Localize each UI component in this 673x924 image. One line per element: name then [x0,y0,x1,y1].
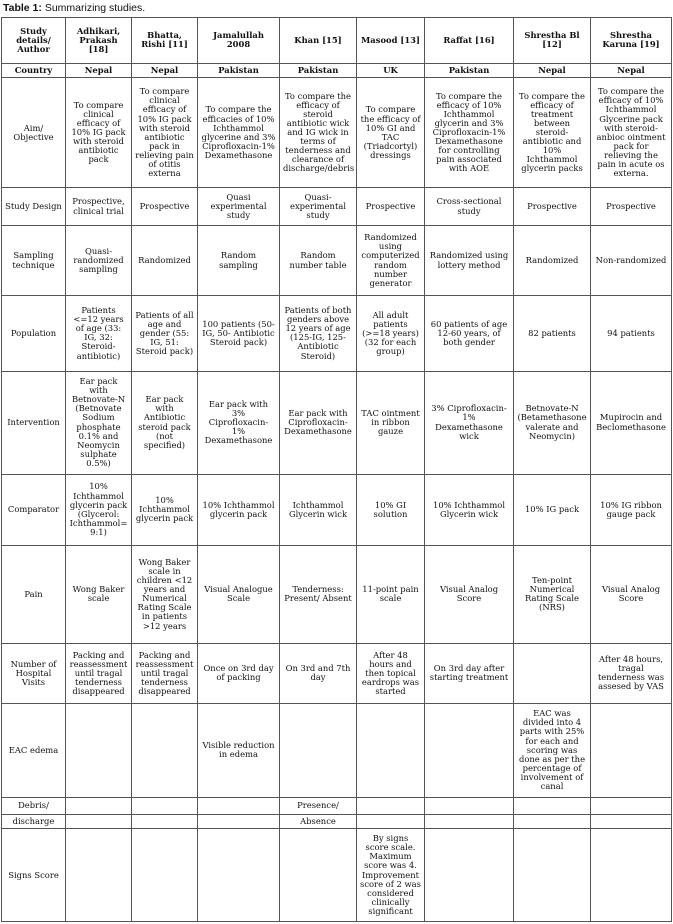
table-cell [198,814,280,828]
table-cell: 10% Ichthammol glycerin pack [198,474,280,545]
table-cell: Tenderness: Present/ Absent [280,545,357,643]
row-label: discharge [2,814,66,828]
table-row-signs-score [2,829,672,922]
table-cell: Packing and reassessment until tragal tenderness disappeared [66,643,132,703]
table-cell [514,814,591,828]
row-label: Signs Score [2,829,66,922]
caption-text: Summarizing studies. [41,2,146,14]
table-cell [514,643,591,703]
table-cell: Prospective, clinical trial [66,188,132,226]
table-cell: To compare the efficacy of steroid antibiotic wick and IG wick in terms of tenderness and clearance of discharge/debris [280,78,357,188]
table-cell [425,703,514,797]
table-caption [3,2,145,14]
row-label: Country [2,63,66,77]
table-cell: After 48 hours, tragal tenderness was assesed by VAS [591,643,672,703]
table-cell: TAC ointment in ribbon gauze [357,371,425,474]
table-cell: 100 patients (50-IG, 50- Antibiotic Steroid pack) [198,296,280,371]
table-cell [198,829,280,922]
table-cell: Nepal [132,63,198,77]
table-cell: 10% GI solution [357,474,425,545]
table-cell [591,814,672,828]
header-cell-study-details: Study details/ Author [2,18,66,64]
table-cell: On 3rd day after starting treatment [425,643,514,703]
table-cell: On 3rd and 7th day [280,643,357,703]
table-cell: Randomized [132,225,198,295]
header-cell-author: Shrestha Bl [12] [514,18,591,64]
table-cell [66,703,132,797]
table-cell: 82 patients [514,296,591,371]
row-label: Aim/ Objective [2,78,66,188]
table-cell: Ten-point Numerical Rating Scale (NRS) [514,545,591,643]
header-cell-author: Raffat [16] [425,18,514,64]
table-cell: Pakistan [198,63,280,77]
table-cell: 94 patients [591,296,672,371]
row-label: Debris/ [2,797,66,814]
table-cell: Visual Analogue Scale [198,545,280,643]
table-cell [66,797,132,814]
table-cell [132,829,198,922]
table-cell: Patients of all age and gender (55: IG, 51: Steroid pack) [132,296,198,371]
table-cell: To compare the efficacies of 10% Ichthammol glycerine and 3% Ciprofloxacin-1% Dexamethasone [198,78,280,188]
table-cell: Non-randomized [591,225,672,295]
table-cell: To compare the efficacy of 10% Ichthammol glycerin and 3% Ciprofloxacin-1% Dexamethasone for controlling pain associated with AOE [425,78,514,188]
table-cell: 10% IG ribbon gauge pack [591,474,672,545]
table-cell: Pakistan [425,63,514,77]
table-cell: 10% IG pack [514,474,591,545]
table-cell [280,703,357,797]
table-cell [357,703,425,797]
table-cell [132,703,198,797]
table-cell: 11-point pain scale [357,545,425,643]
row-label: Intervention [2,371,66,474]
table-cell: To compare clinical efficacy of 10% IG pack with steroid antibiotic pack [66,78,132,188]
table-cell: Wong Baker scale in children <12 years and Numerical Rating Scale in patients >12 years [132,545,198,643]
table-cell: Betnovate-N (Betamethasone valerate and Neomycin) [514,371,591,474]
table-cell: Randomized [514,225,591,295]
table-cell [425,814,514,828]
table-row-country [2,63,672,77]
table-row-intervention [2,371,672,474]
table-cell: To compare the efficacy of 10% GI and TAC (Triadcortyl) dressings [357,78,425,188]
table-cell: Ear pack with Antibiotic steroid pack (not specified) [132,371,198,474]
table-header-row [2,18,672,64]
table-cell: Quasi experimental study [198,188,280,226]
table-row-population [2,296,672,371]
table-row-pain [2,545,672,643]
table-cell: Nepal [514,63,591,77]
table-cell: Prospective [514,188,591,226]
table-cell: Patients of both genders above 12 years of age (125-IG, 125- Antibiotic Steroid) [280,296,357,371]
table-cell: Pakistan [280,63,357,77]
row-label: Study Design [2,188,66,226]
table-cell: EAC was divided into 4 parts with 25% for each and scoring was done as per the percentage of involvement of canal [514,703,591,797]
table-cell: 10% Ichthammol glycerin pack [132,474,198,545]
table-cell [591,829,672,922]
table-cell: Randomized using lottery method [425,225,514,295]
caption-label: Table 1: [3,2,42,14]
table-cell: After 48 hours and then topical eardrops was started [357,643,425,703]
table-cell: Ear pack with 3% Ciprofloxacin- 1% Dexamethasone [198,371,280,474]
row-label: Pain [2,545,66,643]
table-cell: Prospective [357,188,425,226]
table-cell: Packing and reassessment until tragal tenderness disappeared [132,643,198,703]
table-cell: Randomized using computerized random number generator [357,225,425,295]
table-cell: Ear pack with Betnovate-N (Betnovate Sodium phosphate 0.1% and Neomycin sulphate 0.5%) [66,371,132,474]
table-cell [66,814,132,828]
row-label: Comparator [2,474,66,545]
table-cell: Absence [280,814,357,828]
table-cell: By signs score scale. Maximum score was 4. Improvement score of 2 was considered clinically significant [357,829,425,922]
table-cell: Patients <=12 years of age (33: IG, 32: Steroid-antibiotic) [66,296,132,371]
row-label: EAC edema [2,703,66,797]
table-cell: Visible reduction in edema [198,703,280,797]
table-cell: Nepal [66,63,132,77]
table-cell [357,814,425,828]
header-cell-author: Bhatta, Rishi [11] [132,18,198,64]
table-row-discharge [2,814,672,828]
table-row-study-design [2,188,672,226]
table-row-comparator [2,474,672,545]
table-cell: Once on 3rd day of packing [198,643,280,703]
table-cell: Ichthammol Glycerin wick [280,474,357,545]
table-cell: 10% Ichthammol Glycerin wick [425,474,514,545]
table-cell: Wong Baker scale [66,545,132,643]
table-row-debris [2,797,672,814]
table-cell [198,797,280,814]
summary-table [1,17,672,922]
table-cell: Quasi-experimental study [280,188,357,226]
table-cell [132,814,198,828]
table-cell: Quasi-randomized sampling [66,225,132,295]
table-cell [425,829,514,922]
table-cell [591,703,672,797]
header-cell-author: Adhikari, Prakash [18] [66,18,132,64]
table-cell [425,797,514,814]
table-cell: Presence/ [280,797,357,814]
table-cell [132,797,198,814]
table-row-sampling [2,225,672,295]
table-cell: Prospective [591,188,672,226]
table-cell: All adult patients (>=18 years) (32 for each group) [357,296,425,371]
table-row-aim [2,78,672,188]
table-cell: Mupirocin and Beclomethasone [591,371,672,474]
table-cell: Visual Analog Score [591,545,672,643]
table-row-eac-edema [2,703,672,797]
table-cell [514,829,591,922]
table-cell: 60 patients of age 12-60 years, of both gender [425,296,514,371]
table-cell: Nepal [591,63,672,77]
table-cell: To compare the efficacy of 10% Ichthammol Glycerine pack with steroid-anbioc ointment pack for relieving the pain in acute os externa. [591,78,672,188]
table-cell: To compare the efficacy of treatment between steroid-antibiotic and 10% Ichthammol glycerin packs [514,78,591,188]
table-cell: Prospective [132,188,198,226]
table-cell: Cross-sectional study [425,188,514,226]
table-row-hospital-visits [2,643,672,703]
header-cell-author: Shrestha Karuna [19] [591,18,672,64]
row-label: Sampling technique [2,225,66,295]
table-cell [591,797,672,814]
table-cell: UK [357,63,425,77]
table-cell: To compare clinical efficacy of 10% IG pack with steroid antibiotic pack in relieving pain of otitis externa [132,78,198,188]
table-cell: 3% Ciprofloxacin-1% Dexamethasone wick [425,371,514,474]
header-cell-author: Jamalullah 2008 [198,18,280,64]
table-cell [514,797,591,814]
row-label: Population [2,296,66,371]
table-cell: Random number table [280,225,357,295]
table-cell [66,829,132,922]
table-cell [357,797,425,814]
header-cell-author: Masood [13] [357,18,425,64]
table-cell: Random sampling [198,225,280,295]
table-cell: 10% Ichthammol glycerin pack (Glycerol: Ichthammol= 9:1) [66,474,132,545]
header-cell-author: Khan [15] [280,18,357,64]
table-cell: Visual Analog Score [425,545,514,643]
table-cell: Ear pack with Ciprofloxacin-Dexamethasone [280,371,357,474]
row-label: Number of Hospital Visits [2,643,66,703]
table-cell [280,829,357,922]
